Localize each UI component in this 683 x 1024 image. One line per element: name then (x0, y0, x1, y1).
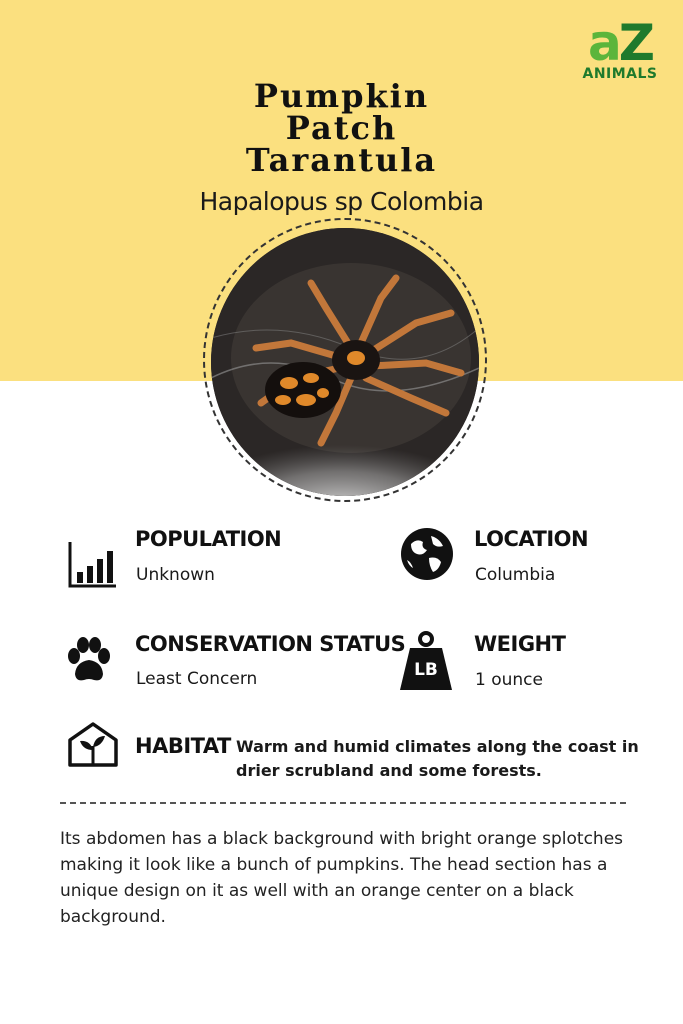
weight-icon-text: LB (414, 660, 438, 680)
weight-value: 1 ounce (475, 670, 543, 690)
title-line-1: Pumpkin (253, 77, 430, 115)
title-line-3: Tarantula (245, 141, 438, 179)
bar-chart-icon (66, 538, 118, 590)
tarantula-photo (211, 228, 479, 496)
description-paragraph: Its abdomen has a black background with bright orange splotches making it look like a bunch of pumpkins. The head section has a unique design on it as well with an orange center on a black background. (60, 829, 624, 927)
section-divider (60, 802, 626, 804)
title-line-2: Patch (285, 109, 398, 147)
paw-icon (64, 636, 114, 686)
location-label: LOCATION (474, 527, 589, 551)
conservation-label: CONSERVATION STATUS (135, 632, 406, 656)
population-label: POPULATION (135, 527, 282, 551)
weight-icon (398, 630, 454, 692)
weight-label: WEIGHT (474, 632, 566, 656)
logo-mark: aZ (587, 14, 652, 72)
scientific-name: Hapalopus sp Colombia (199, 187, 484, 216)
globe-icon (399, 526, 455, 582)
conservation-value: Least Concern (136, 669, 258, 689)
tarantula-illustration (211, 228, 479, 496)
habitat-label: HABITAT (135, 734, 231, 758)
house-plant-icon (66, 720, 120, 768)
az-animals-logo[interactable] (578, 14, 662, 86)
location-value: Columbia (475, 565, 556, 585)
logo-wordmark: ANIMALS (582, 66, 658, 82)
population-value: Unknown (136, 565, 215, 585)
page-title (140, 77, 543, 179)
habitat-value: Warm and humid climates along the coast in drier scrubland and some forests. (236, 737, 639, 780)
